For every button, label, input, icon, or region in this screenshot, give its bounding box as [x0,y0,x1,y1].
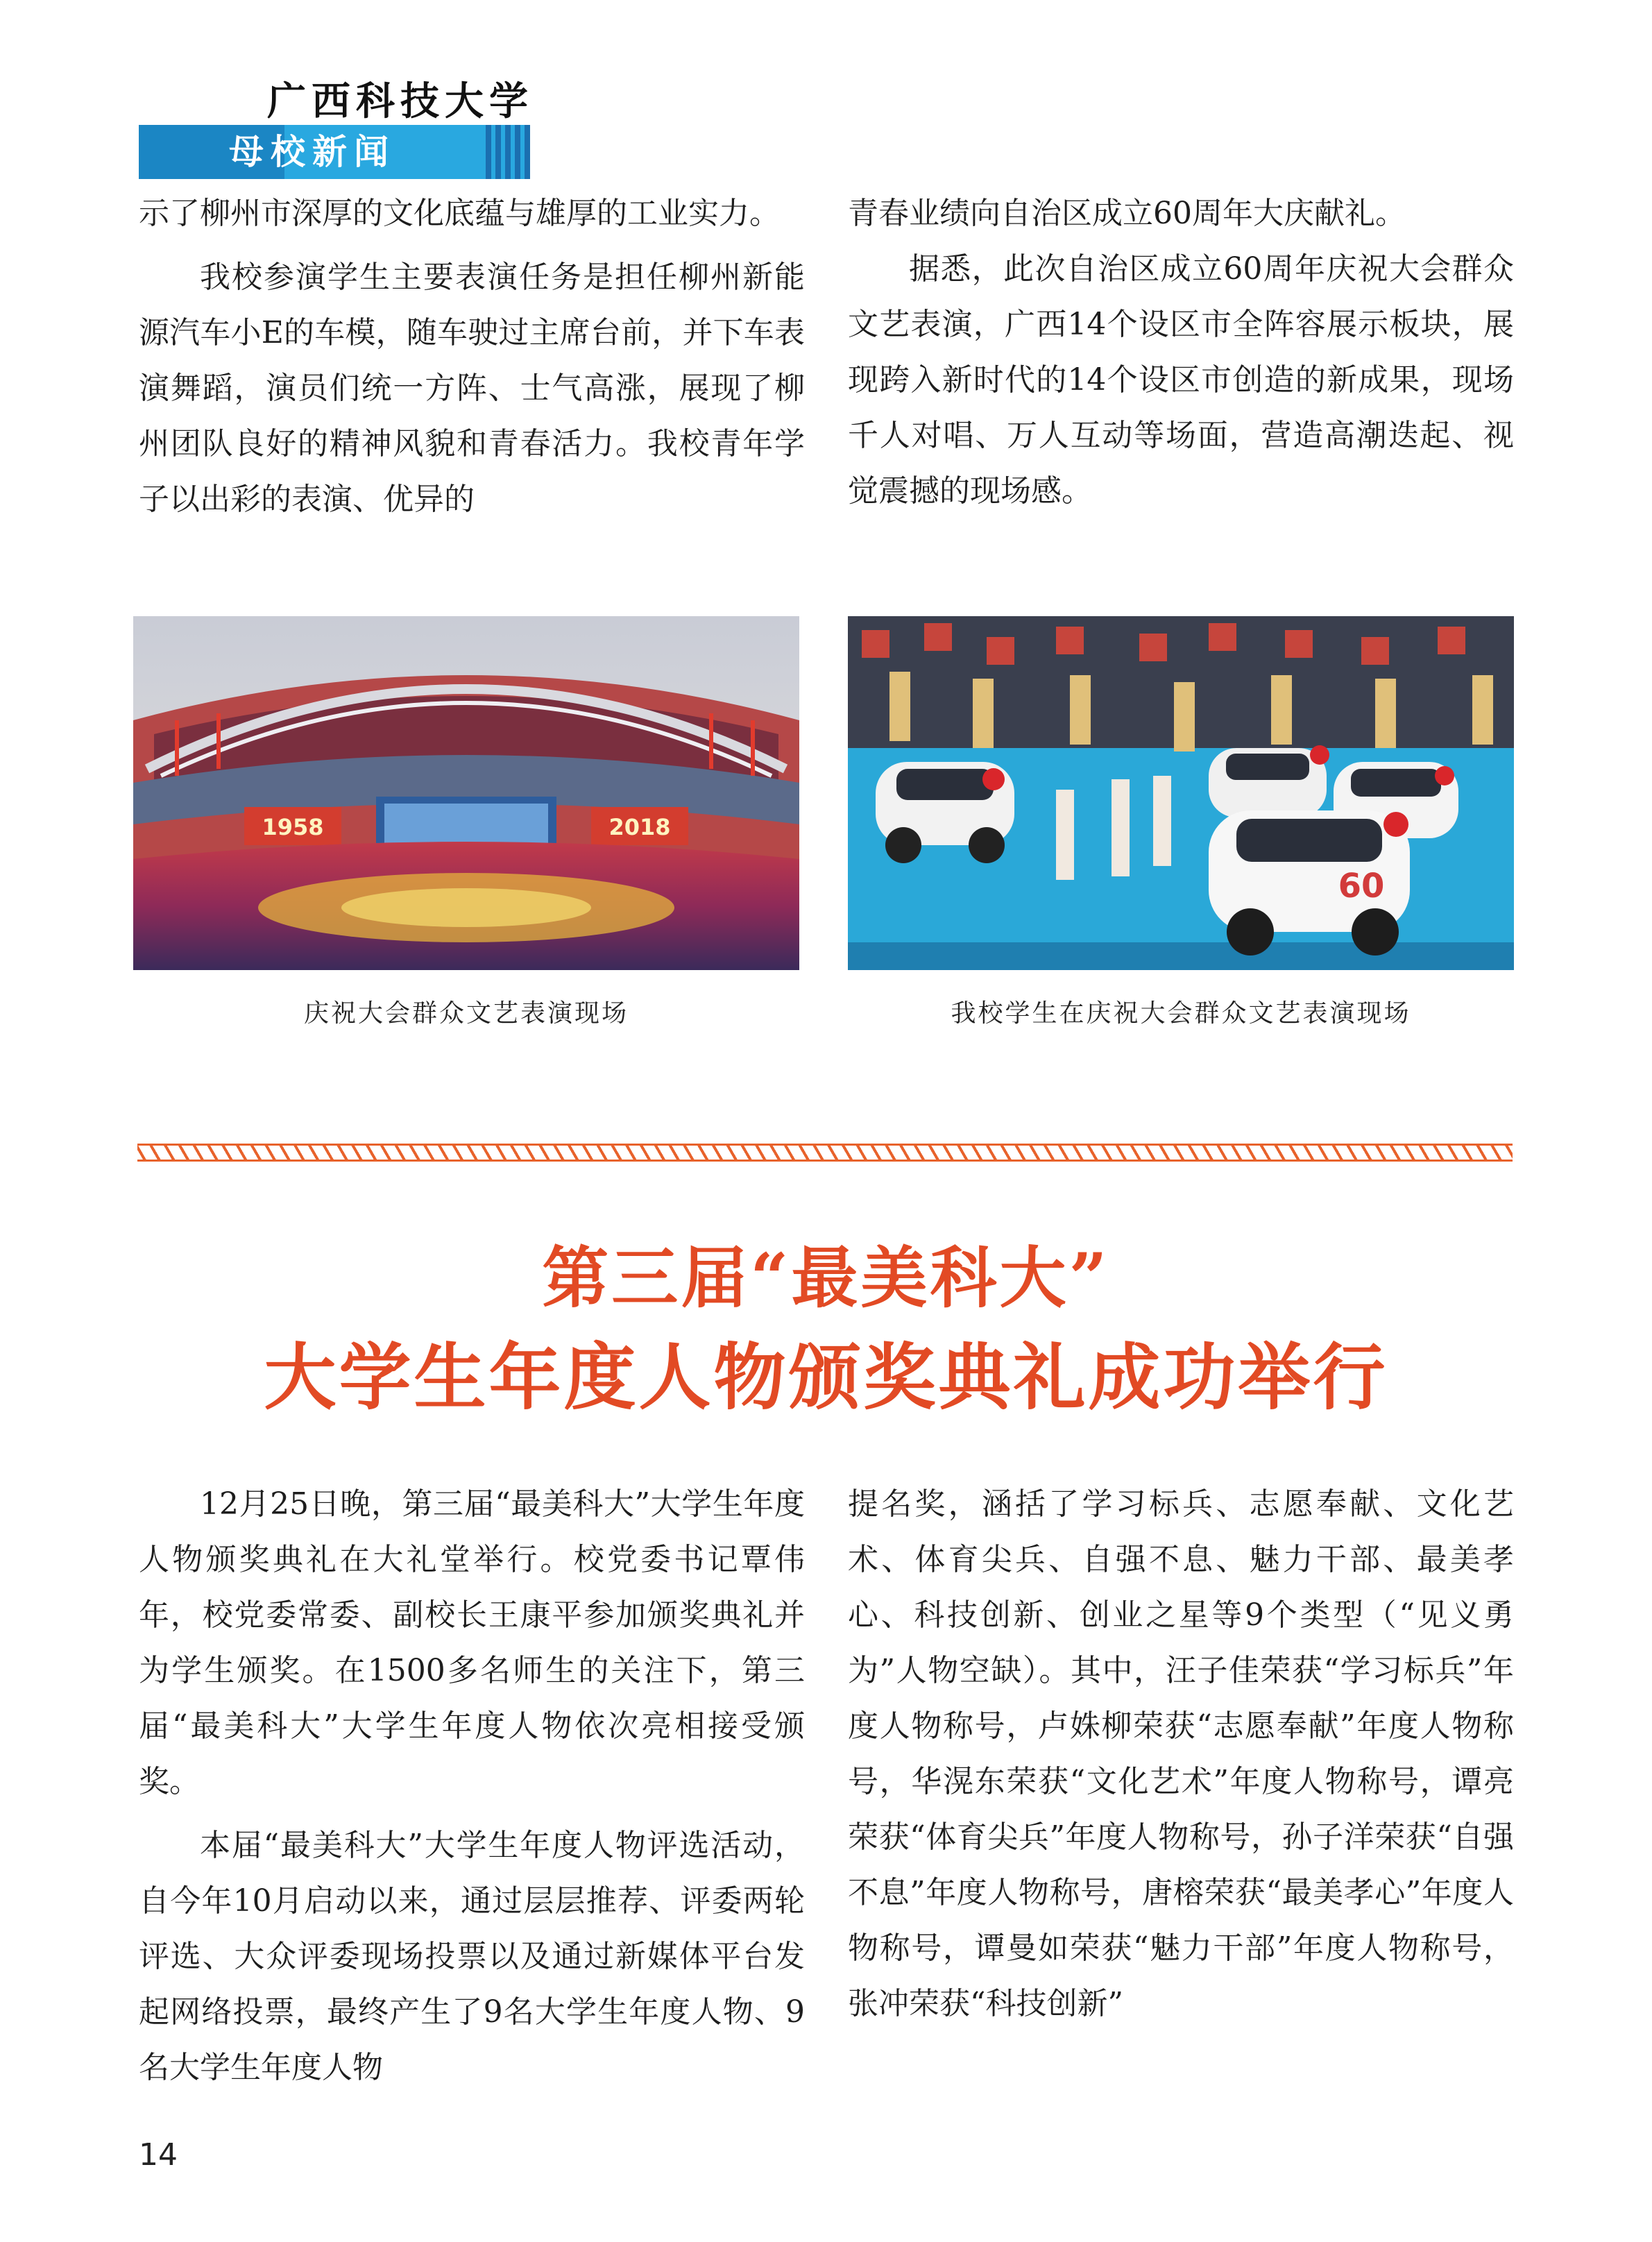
photo-caption-left: 庆祝大会群众文艺表演现场 [303,999,629,1028]
article-left-column [139,1477,805,2096]
article-right-column [848,1477,1514,2032]
banner-year-right: 2018 [608,814,671,840]
paragraph: 本届“最美科大”大学生年度人物评选活动，自今年10月启动以来，通过层层推荐、评委两轮评选、大众评委现场投票以及通过新媒体平台发起网络投票，最终产生了9名大学生年度人物、9名大学生年度人物 [139,1828,805,2085]
cars-photo [848,616,1514,970]
top-right-column [848,186,1514,519]
photo-caption-right: 我校学生在庆祝大会群众文艺表演现场 [951,999,1411,1028]
article-title-line2: 大学生年度人物颁奖典礼成功举行 [264,1334,1388,1420]
stadium-photo [133,616,799,970]
paragraph: 青春业绩向自治区成立60周年大庆献礼。 [848,196,1406,231]
paragraph: 12月25日晚，第三届“最美科大”大学生年度人物颁奖典礼在大礼堂举行。校党委书记覃伟年，校党委常委、副校长王康平参加颁奖典礼并为学生颁奖。在1500多名师生的关注下，第三届“最美科大”大学生年度人物依次亮相接受颁奖。 [139,1486,805,1799]
paragraph: 据悉，此次自治区成立60周年庆祝大会群众文艺表演，广西14个设区市全阵容展示板块，展现跨入新时代的14个设区市创造的新成果，现场千人对唱、万人互动等场面，营造高潮迭起、视觉震撼的现场感。 [848,251,1514,509]
paragraph: 我校参演学生主要表演任务是担任柳州新能源汽车小E的车模，随车驶过主席台前，并下车表演舞蹈，演员们统一方阵、士气高涨，展现了柳州团队良好的精神风貌和青春活力。我校青年学子以出彩的表演、优异的 [139,260,805,517]
page-number: 14 [139,2137,178,2173]
banner-year-left: 1958 [262,814,324,840]
section-divider [137,1144,1513,1162]
paragraph: 提名奖，涵括了学习标兵、志愿奉献、文化艺术、体育尖兵、自强不息、魅力干部、最美孝心、科技创新、创业之星等9个类型（“见义勇为”人物空缺）。其中，汪子佳荣获“学习标兵”年度人物称号，卢姝柳荣获“志愿奉献”年度人物称号，华滉东荣获“文化艺术”年度人物称号，谭亮荣获“体育尖兵”年度人物称号，孙子洋荣获“自强不息”年度人物称号，唐榕荣获“最美孝心”年度人物称号，谭曼如荣获“魅力干部”年度人物称号，张冲荣获“科技创新” [848,1486,1514,2021]
article-title-line1: 第三届“最美科大” [542,1239,1110,1317]
car-badge: 60 [1338,867,1385,906]
university-name: 广西科技大学 [267,78,534,124]
top-left-column [139,186,805,527]
banner-stripes [486,125,530,179]
paragraph: 示了柳州市深厚的文化底蕴与雄厚的工业实力。 [139,196,780,231]
section-title: 母校新闻 [229,132,395,172]
